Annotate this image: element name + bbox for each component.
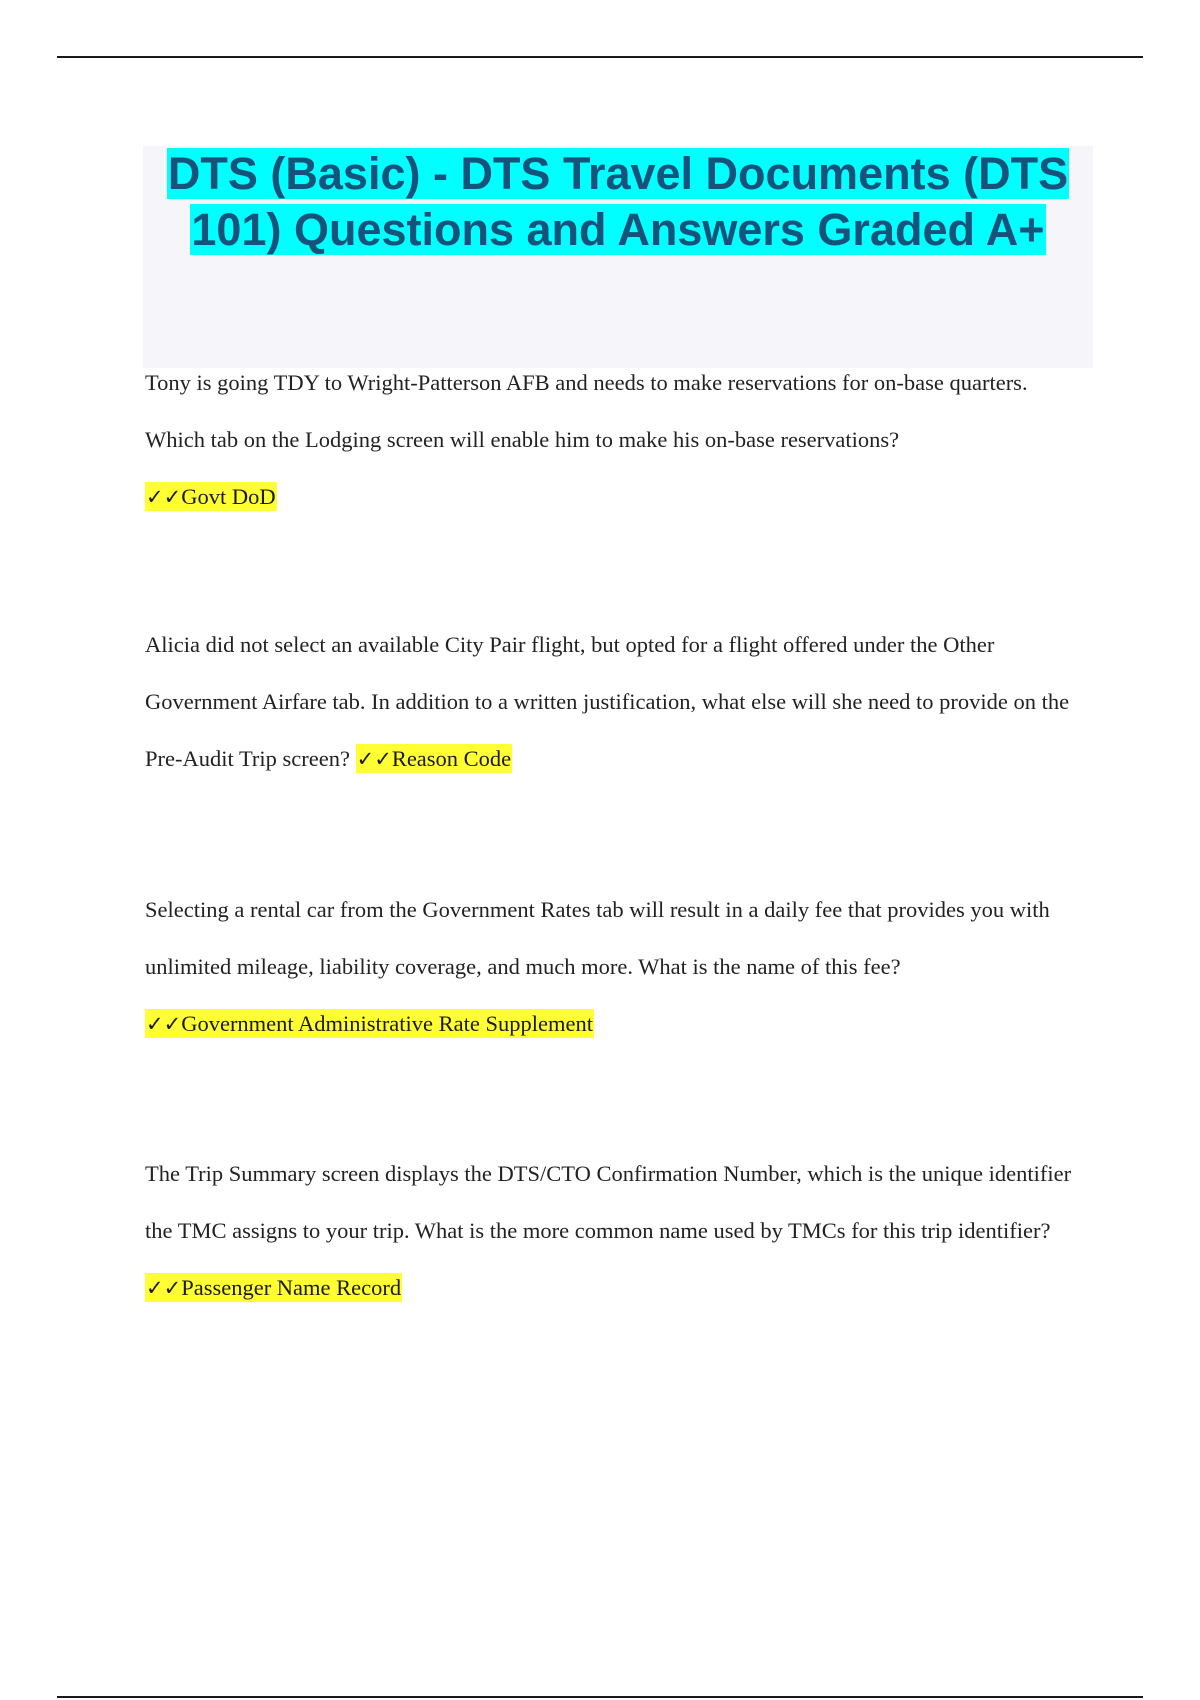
answer-text: Government Administrative Rate Supplement xyxy=(181,1011,594,1036)
answer-highlight xyxy=(145,482,277,511)
double-check-icon: ✓✓ xyxy=(356,747,392,771)
answer-highlight xyxy=(145,1009,594,1038)
qa-item-2 xyxy=(145,616,1085,788)
answer-text: Govt DoD xyxy=(181,484,276,509)
title-block xyxy=(143,146,1093,368)
question-text: Alicia did not select an available City Pair flight, but opted for a flight offered under the Other Government Airfare tab. In addition to a written justification, what else will she need to provide on the Pre-Audit Trip screen? xyxy=(145,632,1070,771)
double-check-icon: ✓✓ xyxy=(146,1012,182,1036)
question-text: Selecting a rental car from the Government Rates tab will result in a daily fee that provides you with unlimited mileage, liability coverage, and much more. What is the name of this fee? xyxy=(145,897,1050,979)
question-text: Tony is going TDY to Wright-Patterson AFB and needs to make reservations for on-base quarters. Which tab on the Lodging screen will enable him to make his on-base reservations? xyxy=(145,370,1028,452)
answer-text: Passenger Name Record xyxy=(181,1275,402,1300)
double-check-icon: ✓✓ xyxy=(146,1276,182,1300)
answer-highlight xyxy=(145,1273,402,1302)
answer-highlight xyxy=(356,744,513,773)
question-text: The Trip Summary screen displays the DTS/CTO Confirmation Number, which is the unique identifier the TMC assigns to your trip. What is the more common name used by TMCs for this trip identifier? xyxy=(145,1161,1072,1243)
document-title: DTS (Basic) - DTS Travel Documents (DTS 101) Questions and Answers Graded A+ xyxy=(167,148,1069,255)
answer-text: Reason Code xyxy=(391,746,512,771)
double-check-icon: ✓✓ xyxy=(146,485,182,509)
footer-rule xyxy=(57,1696,1143,1698)
header-rule xyxy=(57,56,1143,58)
qa-item-4 xyxy=(145,1145,1085,1317)
qa-item-1 xyxy=(145,354,1085,526)
qa-item-3 xyxy=(145,881,1085,1053)
